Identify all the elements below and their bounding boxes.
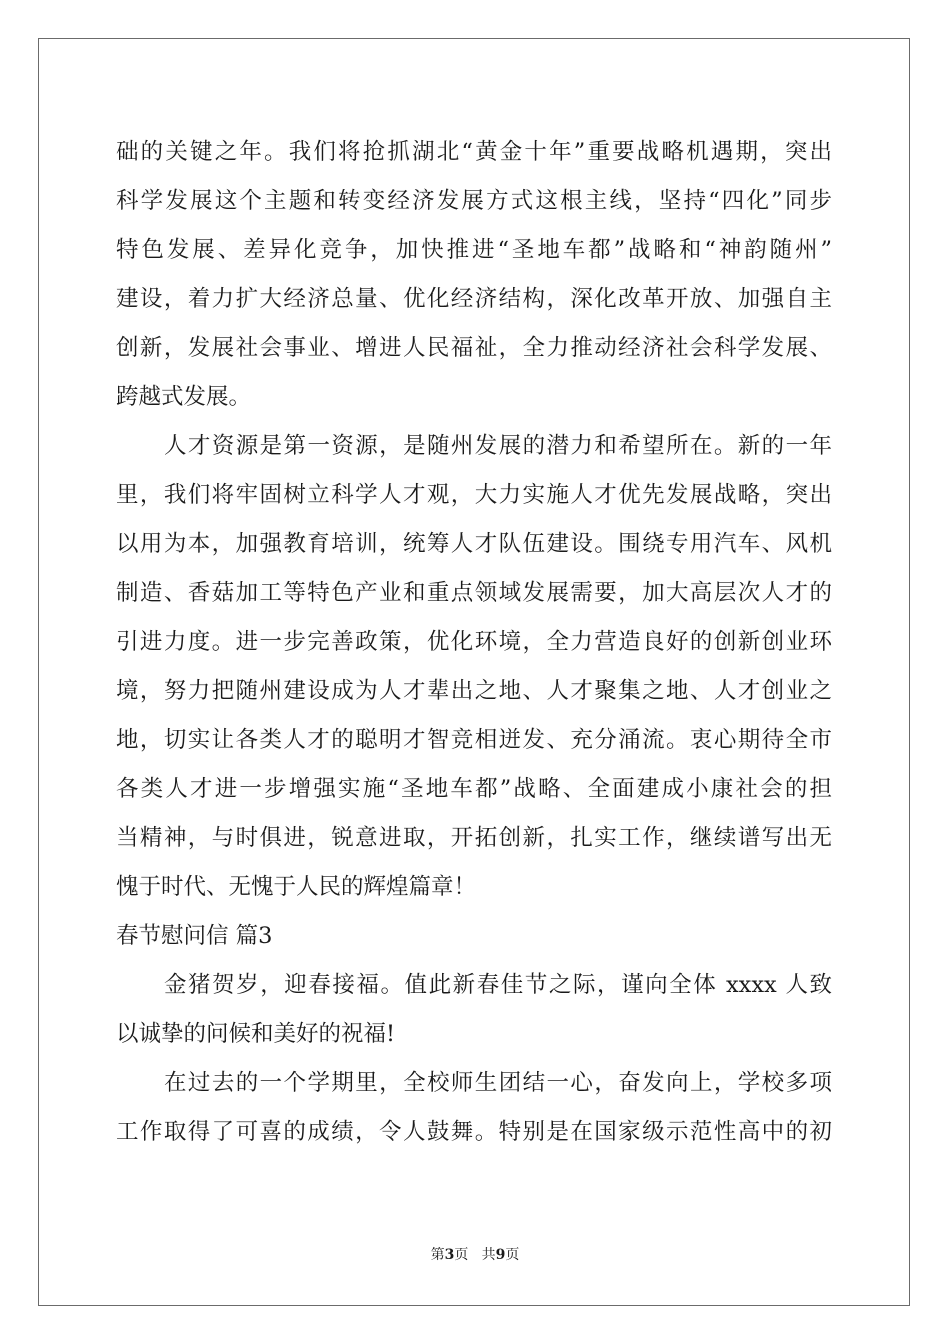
- text-line: 金猪贺岁，迎春接福。值此新春佳节之际，谨向全体 xxxx 人致: [164, 972, 832, 998]
- text-line: 创新，发展社会事业、增进人民福祉，全力推动经济社会科学发展、: [116, 335, 832, 361]
- text-line: 建设，着力扩大经济总量、优化经济结构，深化改革开放、加强自主: [116, 286, 832, 312]
- text-line: 特色发展、差异化竞争，加快推进“圣地车都”战略和“神韵随州”: [116, 237, 832, 263]
- paragraph-1: [116, 128, 832, 422]
- page-prefix: 第: [430, 1247, 445, 1263]
- paragraph-3: [116, 961, 832, 1059]
- text-line: 跨越式发展。: [116, 384, 252, 410]
- text-line: 以诚挚的问候和美好的祝福!: [116, 1021, 396, 1047]
- text-line: 境，努力把随州建设成为人才辈出之地、人才聚集之地、人才创业之: [116, 678, 832, 704]
- text-line: 科学发展这个主题和转变经济发展方式这根主线，坚持“四化”同步: [116, 188, 832, 214]
- text-line: 引进力度。进一步完善政策，优化环境，全力营造良好的创新创业环: [116, 629, 832, 655]
- total-pages: 9: [495, 1247, 506, 1263]
- text-line: 工作取得了可喜的成绩，令人鼓舞。特别是在国家级示范性高中的初: [116, 1119, 832, 1145]
- text-line: 在过去的一个学期里，全校师生团结一心，奋发向上，学校多项: [164, 1070, 832, 1096]
- page-number: [0, 1244, 950, 1264]
- text-line: 地，切实让各类人才的聪明才智竞相迸发、充分涌流。衷心期待全市: [116, 727, 832, 753]
- current-page: 3: [444, 1247, 455, 1263]
- text-line: 以用为本，加强教育培训，统筹人才队伍建设。围绕专用汽车、风机: [116, 531, 832, 557]
- text-line: 础的关键之年。我们将抢抓湖北“黄金十年”重要战略机遇期，突出: [116, 139, 832, 165]
- text-line: 当精神，与时俱进，锐意进取，开拓创新，扎实工作，继续谱写出无: [116, 825, 832, 851]
- section-heading: 春节慰问信 篇3: [116, 923, 273, 949]
- text-line: 愧于时代、无愧于人民的辉煌篇章！: [116, 874, 477, 900]
- paragraph-2: [116, 422, 832, 912]
- document-body: [116, 128, 832, 1157]
- text-line: 各类人才进一步增强实施“圣地车都”战略、全面建成小康社会的担: [116, 776, 832, 802]
- text-line: 里，我们将牢固树立科学人才观，大力实施人才优先发展战略，突出: [116, 482, 832, 508]
- page-suffix: 页: [505, 1247, 520, 1263]
- page-mid: 页 共: [454, 1247, 496, 1263]
- text-line: 制造、香菇加工等特色产业和重点领域发展需要，加大高层次人才的: [116, 580, 832, 606]
- text-line: 人才资源是第一资源，是随州发展的潜力和希望所在。新的一年: [164, 433, 832, 459]
- paragraph-4: [116, 1059, 832, 1157]
